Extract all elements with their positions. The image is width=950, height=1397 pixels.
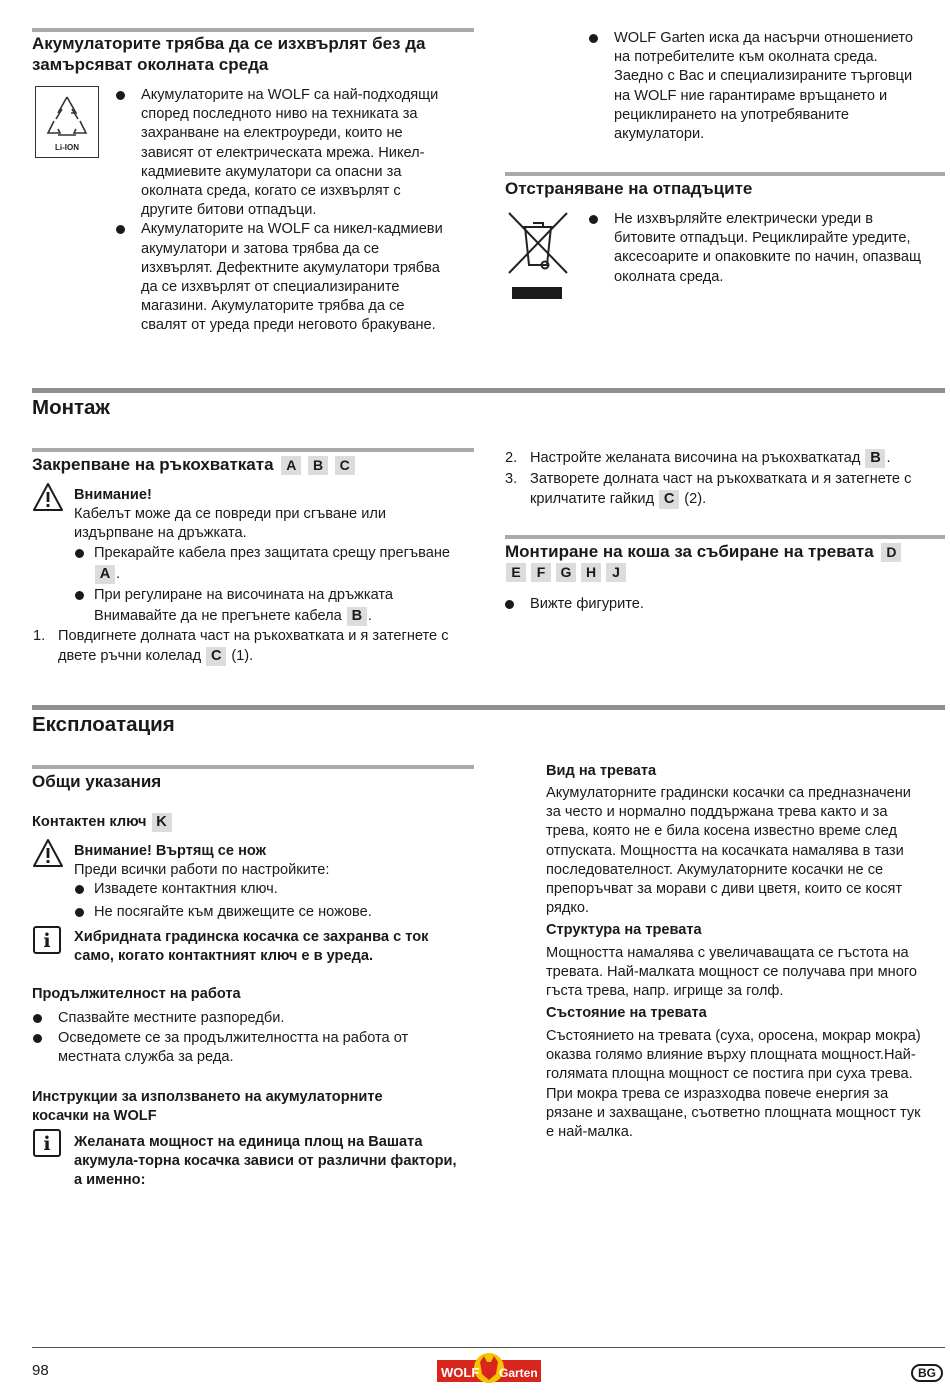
handle-title: Закрепване на ръкохватката A B C (32, 454, 474, 475)
figure-tag: C (206, 647, 226, 666)
figure-tag: G (556, 563, 576, 582)
grass-type-text: Акумулаторните градински косачки са предназначени за често и нормално поддържана трева както и за трева, която не е била косена известно време след отпуската. Мощността на косачката намалява в тази последователност. Акумулаторните косачки не се препоръчват за морави с диви цветя, които се косят рядко. (546, 785, 911, 917)
figure-tag: J (606, 563, 626, 582)
list-item: Спазвайте местните разпоредби. (58, 1009, 476, 1028)
figure-tag: B (308, 456, 328, 475)
wolf-garten-logo (437, 1352, 541, 1384)
list-item: Акумулаторите на WOLF са никел-кадмиеви акумулатори и затова трябва да се изхвърлят. Дефектните акумулатори трябва да се изхвърлят от специализираните магазини. Акумулаторите трябва да се свалят от уреда преди неговото бракуване. (141, 220, 476, 335)
duration-list (58, 1009, 476, 1068)
key-bullets (94, 880, 476, 922)
section-rule (32, 705, 945, 710)
bullet-icon (75, 591, 84, 600)
list-item: Не изхвърляйте електрически уреди в битовите отпадъци. Рециклирайте уредите, аксесоарите и опаковките по начин, опазващ околната среда. (614, 210, 944, 287)
grass-condition-title: Състояние на тревата (546, 1005, 707, 1021)
list-item: WOLF Garten иска да насърчи отношението на потребителите към околната среда. Заедно с Вас и специализираните търговци на WOLF ние гарантираме връщането и рециклирането на употребяваните акумулатори. (614, 29, 944, 144)
basket-title: Монтиране на коша за събиране на тревата D (505, 541, 945, 562)
waste-list (614, 210, 944, 287)
figure-tag: B (347, 607, 367, 626)
list-item: При регулиране на височината на дръжката Внимавайте да не прегънете кабела B . (94, 586, 476, 625)
figure-tag: C (335, 456, 355, 475)
list-item: Осведомете се за продължителността на работа от местната служба за реда. (58, 1029, 476, 1067)
basket-figure-tags (505, 563, 630, 582)
handle-warning: Внимание! Кабелът може да се повреди при сгъване или издърпване на дръжката. (74, 486, 474, 544)
list-item: Прекарайте кабела през защитата срещу прегъване A . (94, 544, 476, 584)
section-rule (32, 448, 474, 452)
section-rule (32, 28, 474, 32)
page-number: 98 (32, 1362, 49, 1379)
basket-list (530, 595, 940, 614)
list-item: Вижте фигурите. (530, 595, 940, 614)
warning-icon (32, 838, 64, 868)
battery-disposal-title: Акумулаторите трябва да се изхвърлят без да замърсяват околната среда (32, 34, 426, 74)
section-rule (32, 765, 474, 769)
handle-bullets (94, 544, 476, 626)
bullet-icon (33, 1034, 42, 1043)
recycle-icon (35, 86, 99, 158)
list-item: Не посягайте към движещите се ножове. (94, 903, 476, 922)
wolf-environment-list (614, 29, 944, 144)
warning-title: Внимание! Въртящ се нож (74, 843, 266, 859)
info-icon: i (33, 1129, 61, 1157)
li-ion-label: Li-ION (55, 143, 79, 152)
bullet-icon (589, 34, 598, 43)
duration-title: Продължителност на работа (32, 986, 241, 1002)
grass-condition-text: Състоянието на тревата (суха, оросена, мокрар мокра) оказва голямо влияние върху площната мощност.Най- голямата площна мощност се постига при суха трева. При мокра трева се изразходва повече енергия за рязане и захващане, съответно площната мощност тук е най-малка. (546, 1028, 921, 1141)
operation-title: Експлоатация (32, 713, 175, 736)
bullet-icon (75, 549, 84, 558)
figure-tag: C (659, 490, 679, 509)
bullet-icon (116, 91, 125, 100)
figure-tag: D (881, 543, 901, 562)
language-badge: BG (911, 1364, 943, 1382)
list-item: Акумулаторите на WOLF са най-подходящи според последното ниво на техниката за захранване на електроуреди, които не зависят от електрическата мрежа. Никел- кадмиевите акумулатори са опасни за околната среда, когато се изхвърлят с другите битови отпадъци. (141, 86, 476, 220)
bullet-icon (589, 215, 598, 224)
section-rule (505, 535, 945, 539)
general-title: Общи указания (32, 772, 162, 791)
list-item: Извадете контактния ключ. (94, 880, 476, 899)
list-item: 3. Затворете долната част на ръкохватката и я затегнете с крилчатите гайкид C (2). (505, 471, 912, 508)
list-item: 1. Повдигнете долната част на ръкохватката и я затегнете с двете ръчни колелад C (1). (33, 628, 449, 665)
figure-tag: K (152, 813, 172, 832)
figure-tag: A (281, 456, 301, 475)
handle-steps-right (505, 449, 945, 510)
figure-tag: A (95, 565, 115, 584)
grass-structure-title: Структура на тревата (546, 922, 702, 938)
warning-icon (32, 482, 64, 512)
handle-steps-left (33, 627, 476, 666)
grass-type-title: Вид на тревата (546, 763, 657, 779)
key-title: Контактен ключ K (32, 813, 173, 832)
bullet-icon (75, 885, 84, 894)
bullet-icon (33, 1014, 42, 1023)
key-info: Хибридната градинска косачка се захранва с ток само, когато контактният ключ е в уреда. (74, 929, 429, 965)
warning-title: Внимание! (74, 487, 152, 503)
list-item: 2. Настройте желаната височина на ръкохваткатад B . (505, 450, 891, 466)
bullet-icon (116, 225, 125, 234)
figure-tag: F (531, 563, 551, 582)
key-warning: Внимание! Въртящ се нож Преди всички работи по настройките: (74, 842, 474, 880)
instructions-title: Инструкции за използването на акумулаторните косачки на WOLF (32, 1089, 383, 1124)
assembly-title: Монтаж (32, 396, 110, 419)
bullet-icon (75, 908, 84, 917)
battery-list (141, 86, 476, 336)
waste-title: Отстраняване на отпадъците (505, 179, 753, 198)
logo-text-left: WOLF (441, 1365, 480, 1380)
crossed-bin-icon (505, 207, 571, 301)
info-icon: i (33, 926, 61, 954)
instructions-info: Желаната мощност на единица площ на Вашата акумула-торна косачка зависи от различни фактори, а именно: (74, 1134, 457, 1189)
footer-rule (32, 1347, 945, 1348)
figure-tag: H (581, 563, 601, 582)
section-rule (505, 172, 945, 176)
logo-text-right: Garten (499, 1366, 538, 1380)
grass-structure-text: Мощността намалява с увеличаващата се гъстота на тревата. Най-малката мощност се получава при много гъста трева, напр. игрище за голф. (546, 945, 917, 1000)
bullet-icon (505, 600, 514, 609)
figure-tag: B (865, 449, 885, 468)
figure-tag: E (506, 563, 526, 582)
section-rule (32, 388, 945, 393)
